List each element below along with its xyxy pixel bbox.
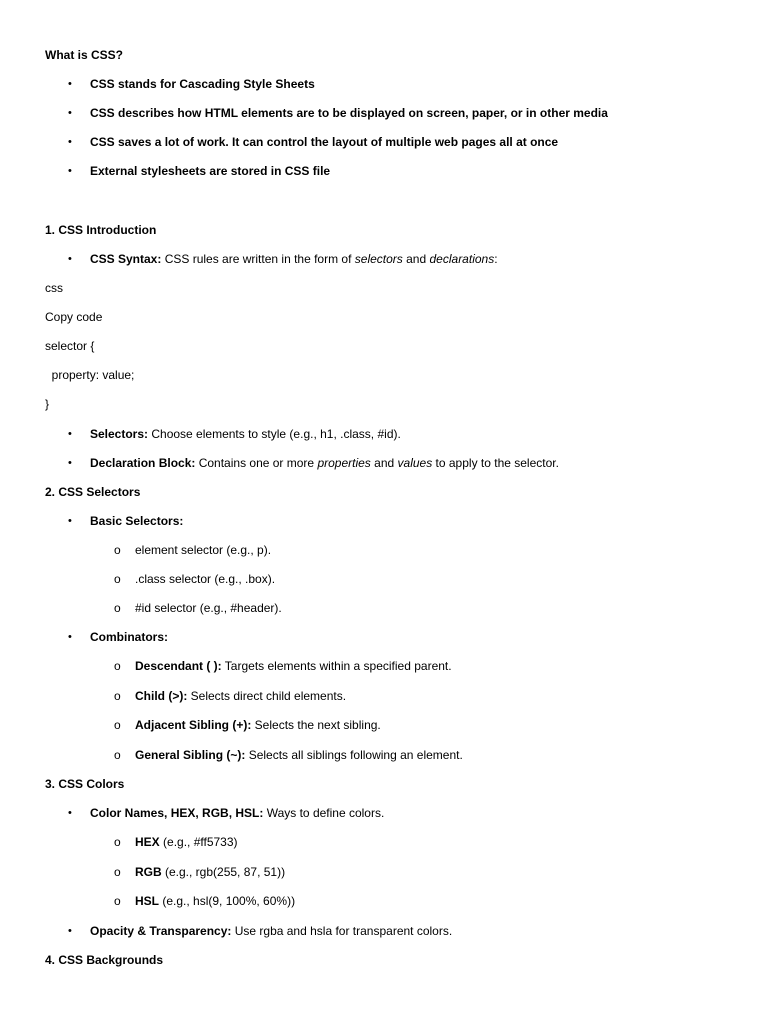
- css-syntax-em-selectors: selectors: [354, 252, 403, 266]
- selectors-label: Selectors:: [90, 427, 149, 441]
- sub-bullet-icon: o: [114, 718, 121, 732]
- bullet-icon: •: [68, 807, 72, 819]
- opacity-text: Use rgba and hsla for transparent colors.: [231, 924, 453, 938]
- css-syntax-text-c: :: [494, 252, 498, 266]
- color-item-label: RGB: [135, 865, 162, 879]
- selectors-item: [90, 426, 401, 442]
- intro-bullet-3: CSS saves a lot of work. It can control the layout of multiple web pages all at once: [90, 135, 559, 149]
- color-formats-text: Ways to define colors.: [263, 806, 385, 820]
- combinator-item-4: [135, 747, 463, 763]
- opacity-label: Opacity & Transparency:: [90, 924, 232, 938]
- copy-code-label: Copy code: [45, 310, 103, 324]
- bullet-icon: •: [68, 428, 72, 440]
- intro-bullet-4: External stylesheets are stored in CSS file: [90, 164, 331, 178]
- opacity-item: [90, 923, 452, 939]
- section-heading-colors: 3. CSS Colors: [45, 777, 125, 791]
- selectors-text: Choose elements to style (e.g., h1, .class, #id).: [148, 427, 401, 441]
- color-item-label: HEX: [135, 835, 160, 849]
- bullet-icon: •: [68, 253, 72, 265]
- color-item-text: (e.g., hsl(9, 100%, 60%)): [159, 894, 296, 908]
- combinators-label: Combinators:: [90, 630, 168, 644]
- combinator-label: General Sibling (~):: [135, 748, 246, 762]
- sub-bullet-icon: o: [114, 601, 121, 615]
- color-item-label: HSL: [135, 894, 159, 908]
- sub-bullet-icon: o: [114, 748, 121, 762]
- declaration-text-c: to apply to the selector.: [432, 456, 559, 470]
- color-item-rgb: [135, 864, 285, 880]
- bullet-icon: •: [68, 165, 72, 177]
- sub-bullet-icon: o: [114, 572, 121, 586]
- declaration-text-b: and: [370, 456, 398, 470]
- combinator-item-1: [135, 658, 452, 674]
- combinator-label: Child (>):: [135, 689, 188, 703]
- bullet-icon: •: [68, 457, 72, 469]
- sub-bullet-icon: o: [114, 894, 121, 908]
- color-item-text: (e.g., rgb(255, 87, 51)): [161, 865, 286, 879]
- combinator-text: Targets elements within a specified parent.: [221, 659, 452, 673]
- combinator-label: Adjacent Sibling (+):: [135, 718, 252, 732]
- combinator-text: Selects direct child elements.: [187, 689, 347, 703]
- combinator-label: Descendant ( ):: [135, 659, 222, 673]
- sub-bullet-icon: o: [114, 689, 121, 703]
- section-heading-introduction: 1. CSS Introduction: [45, 223, 157, 237]
- basic-selector-item-2: .class selector (e.g., .box).: [135, 572, 276, 586]
- bullet-icon: •: [68, 631, 72, 643]
- css-syntax-em-declarations: declarations: [429, 252, 495, 266]
- sub-bullet-icon: o: [114, 835, 121, 849]
- declaration-block-item: [90, 455, 559, 471]
- bullet-icon: •: [68, 107, 72, 119]
- css-syntax-text-b: and: [402, 252, 430, 266]
- code-line-2: property: value;: [45, 368, 135, 382]
- bullet-icon: •: [68, 925, 72, 937]
- section-heading-backgrounds: 4. CSS Backgrounds: [45, 953, 164, 967]
- basic-selector-item-3: #id selector (e.g., #header).: [135, 601, 282, 615]
- color-formats-label: Color Names, HEX, RGB, HSL:: [90, 806, 264, 820]
- color-formats-item: [90, 805, 384, 821]
- intro-heading: What is CSS?: [45, 48, 124, 62]
- bullet-icon: •: [68, 515, 72, 527]
- sub-bullet-icon: o: [114, 543, 121, 557]
- declaration-em-values: values: [397, 456, 433, 470]
- color-item-hex: [135, 834, 238, 850]
- declaration-em-properties: properties: [317, 456, 371, 470]
- basic-selector-item-1: element selector (e.g., p).: [135, 543, 272, 557]
- declaration-label: Declaration Block:: [90, 456, 196, 470]
- sub-bullet-icon: o: [114, 865, 121, 879]
- intro-bullet-1: CSS stands for Cascading Style Sheets: [90, 77, 315, 91]
- css-syntax-label: CSS Syntax:: [90, 252, 162, 266]
- combinator-item-2: [135, 688, 346, 704]
- basic-selectors-label: Basic Selectors:: [90, 514, 184, 528]
- combinator-text: Selects all siblings following an element.: [245, 748, 463, 762]
- color-item-text: (e.g., #ff5733): [159, 835, 238, 849]
- color-item-hsl: [135, 893, 295, 909]
- css-syntax-item: [90, 251, 498, 267]
- intro-bullet-2: CSS describes how HTML elements are to be displayed on screen, paper, or in other media: [90, 106, 608, 120]
- code-line-3: }: [45, 397, 50, 411]
- code-language-label: css: [45, 281, 63, 295]
- combinator-item-3: [135, 717, 381, 733]
- combinator-text: Selects the next sibling.: [251, 718, 381, 732]
- sub-bullet-icon: o: [114, 659, 121, 673]
- css-syntax-text-a: CSS rules are written in the form of: [161, 252, 355, 266]
- bullet-icon: •: [68, 136, 72, 148]
- declaration-text-a: Contains one or more: [195, 456, 318, 470]
- bullet-icon: •: [68, 78, 72, 90]
- code-line-1: selector {: [45, 339, 95, 353]
- section-heading-selectors: 2. CSS Selectors: [45, 485, 141, 499]
